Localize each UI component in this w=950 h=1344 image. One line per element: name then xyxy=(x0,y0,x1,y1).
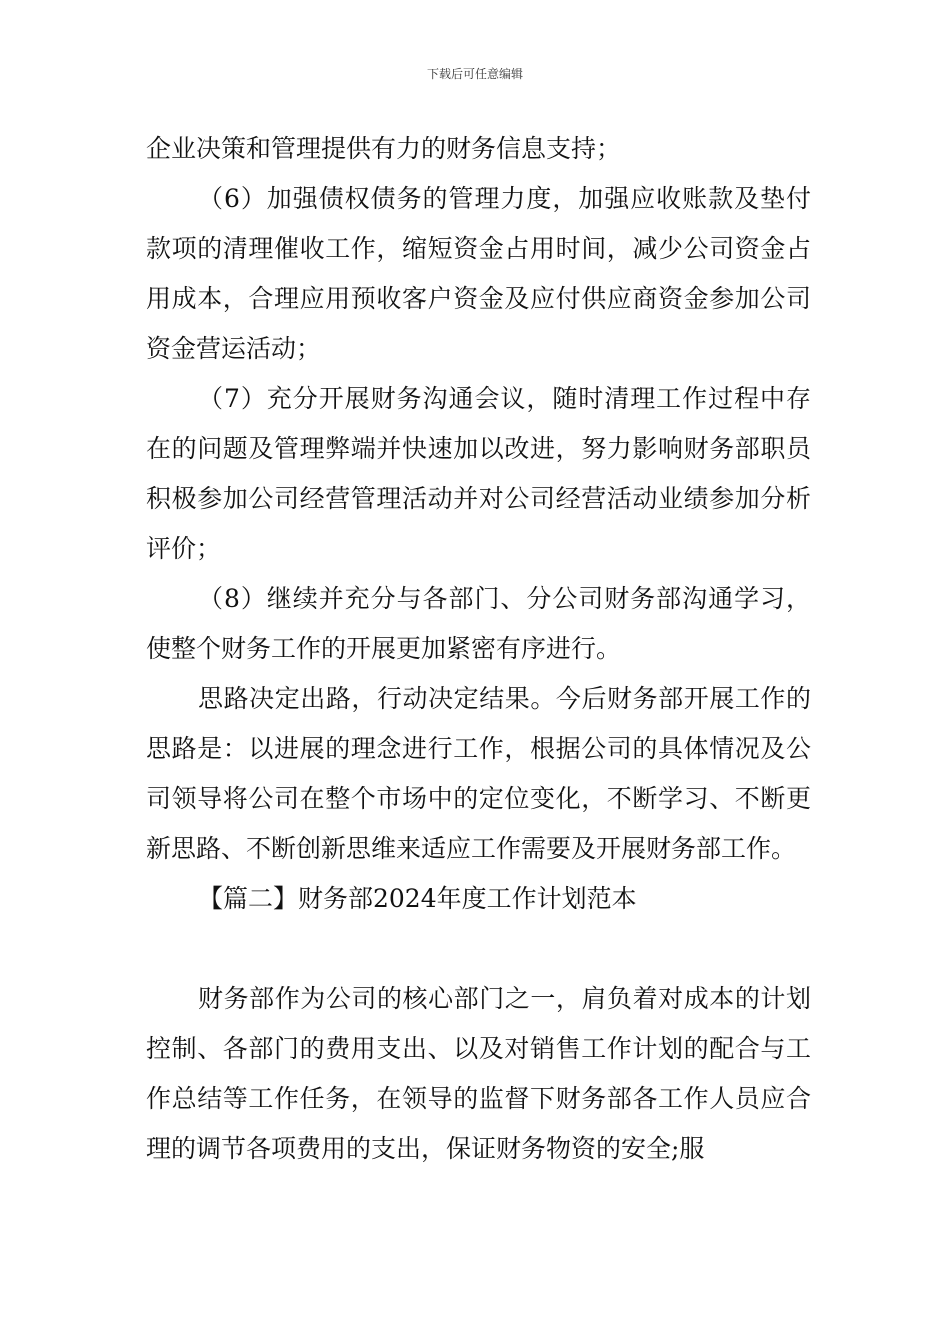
section-spacer xyxy=(146,924,811,974)
paragraph-item-6: （6）加强债权债务的管理力度，加强应收账款及垫付款项的清理催收工作，缩短资金占用时间，减少公司资金占用成本，合理应用预收客户资金及应付供应商资金参加公司资金营运活动； xyxy=(146,184,811,363)
page-header: 下载后可任意编辑 xyxy=(426,67,523,81)
document-body xyxy=(146,124,811,1174)
paragraph-conclusion: 思路决定出路，行动决定结果。今后财务部开展工作的思路是：以进展的理念进行工作，根据公司的具体情况及公司领导将公司在整个市场中的定位变化，不断学习、不断更新思路、不断创新思维来适应工作需要及开展财务部工作。 xyxy=(146,684,811,863)
section-heading: 【篇二】财务部2024年度工作计划范本 xyxy=(198,884,637,913)
paragraph-item-8: （8）继续并充分与各部门、分公司财务部沟通学习，使整个财务工作的开展更加紧密有序进行。 xyxy=(146,584,811,663)
paragraph-item-7: （7）充分开展财务沟通会议，随时清理工作过程中存在的问题及管理弊端并快速加以改进，努力影响财务部职员积极参加公司经营管理活动并对公司经营活动业绩参加分析评价； xyxy=(146,384,811,563)
section-paragraph: 财务部作为公司的核心部门之一，肩负着对成本的计划控制、各部门的费用支出、以及对销售工作计划的配合与工作总结等工作任务，在领导的监督下财务部各工作人员应合理的调节各项费用的支出，保证财务物资的安全;服 xyxy=(146,984,811,1163)
paragraph-continuation: 企业决策和管理提供有力的财务信息支持； xyxy=(146,134,622,163)
